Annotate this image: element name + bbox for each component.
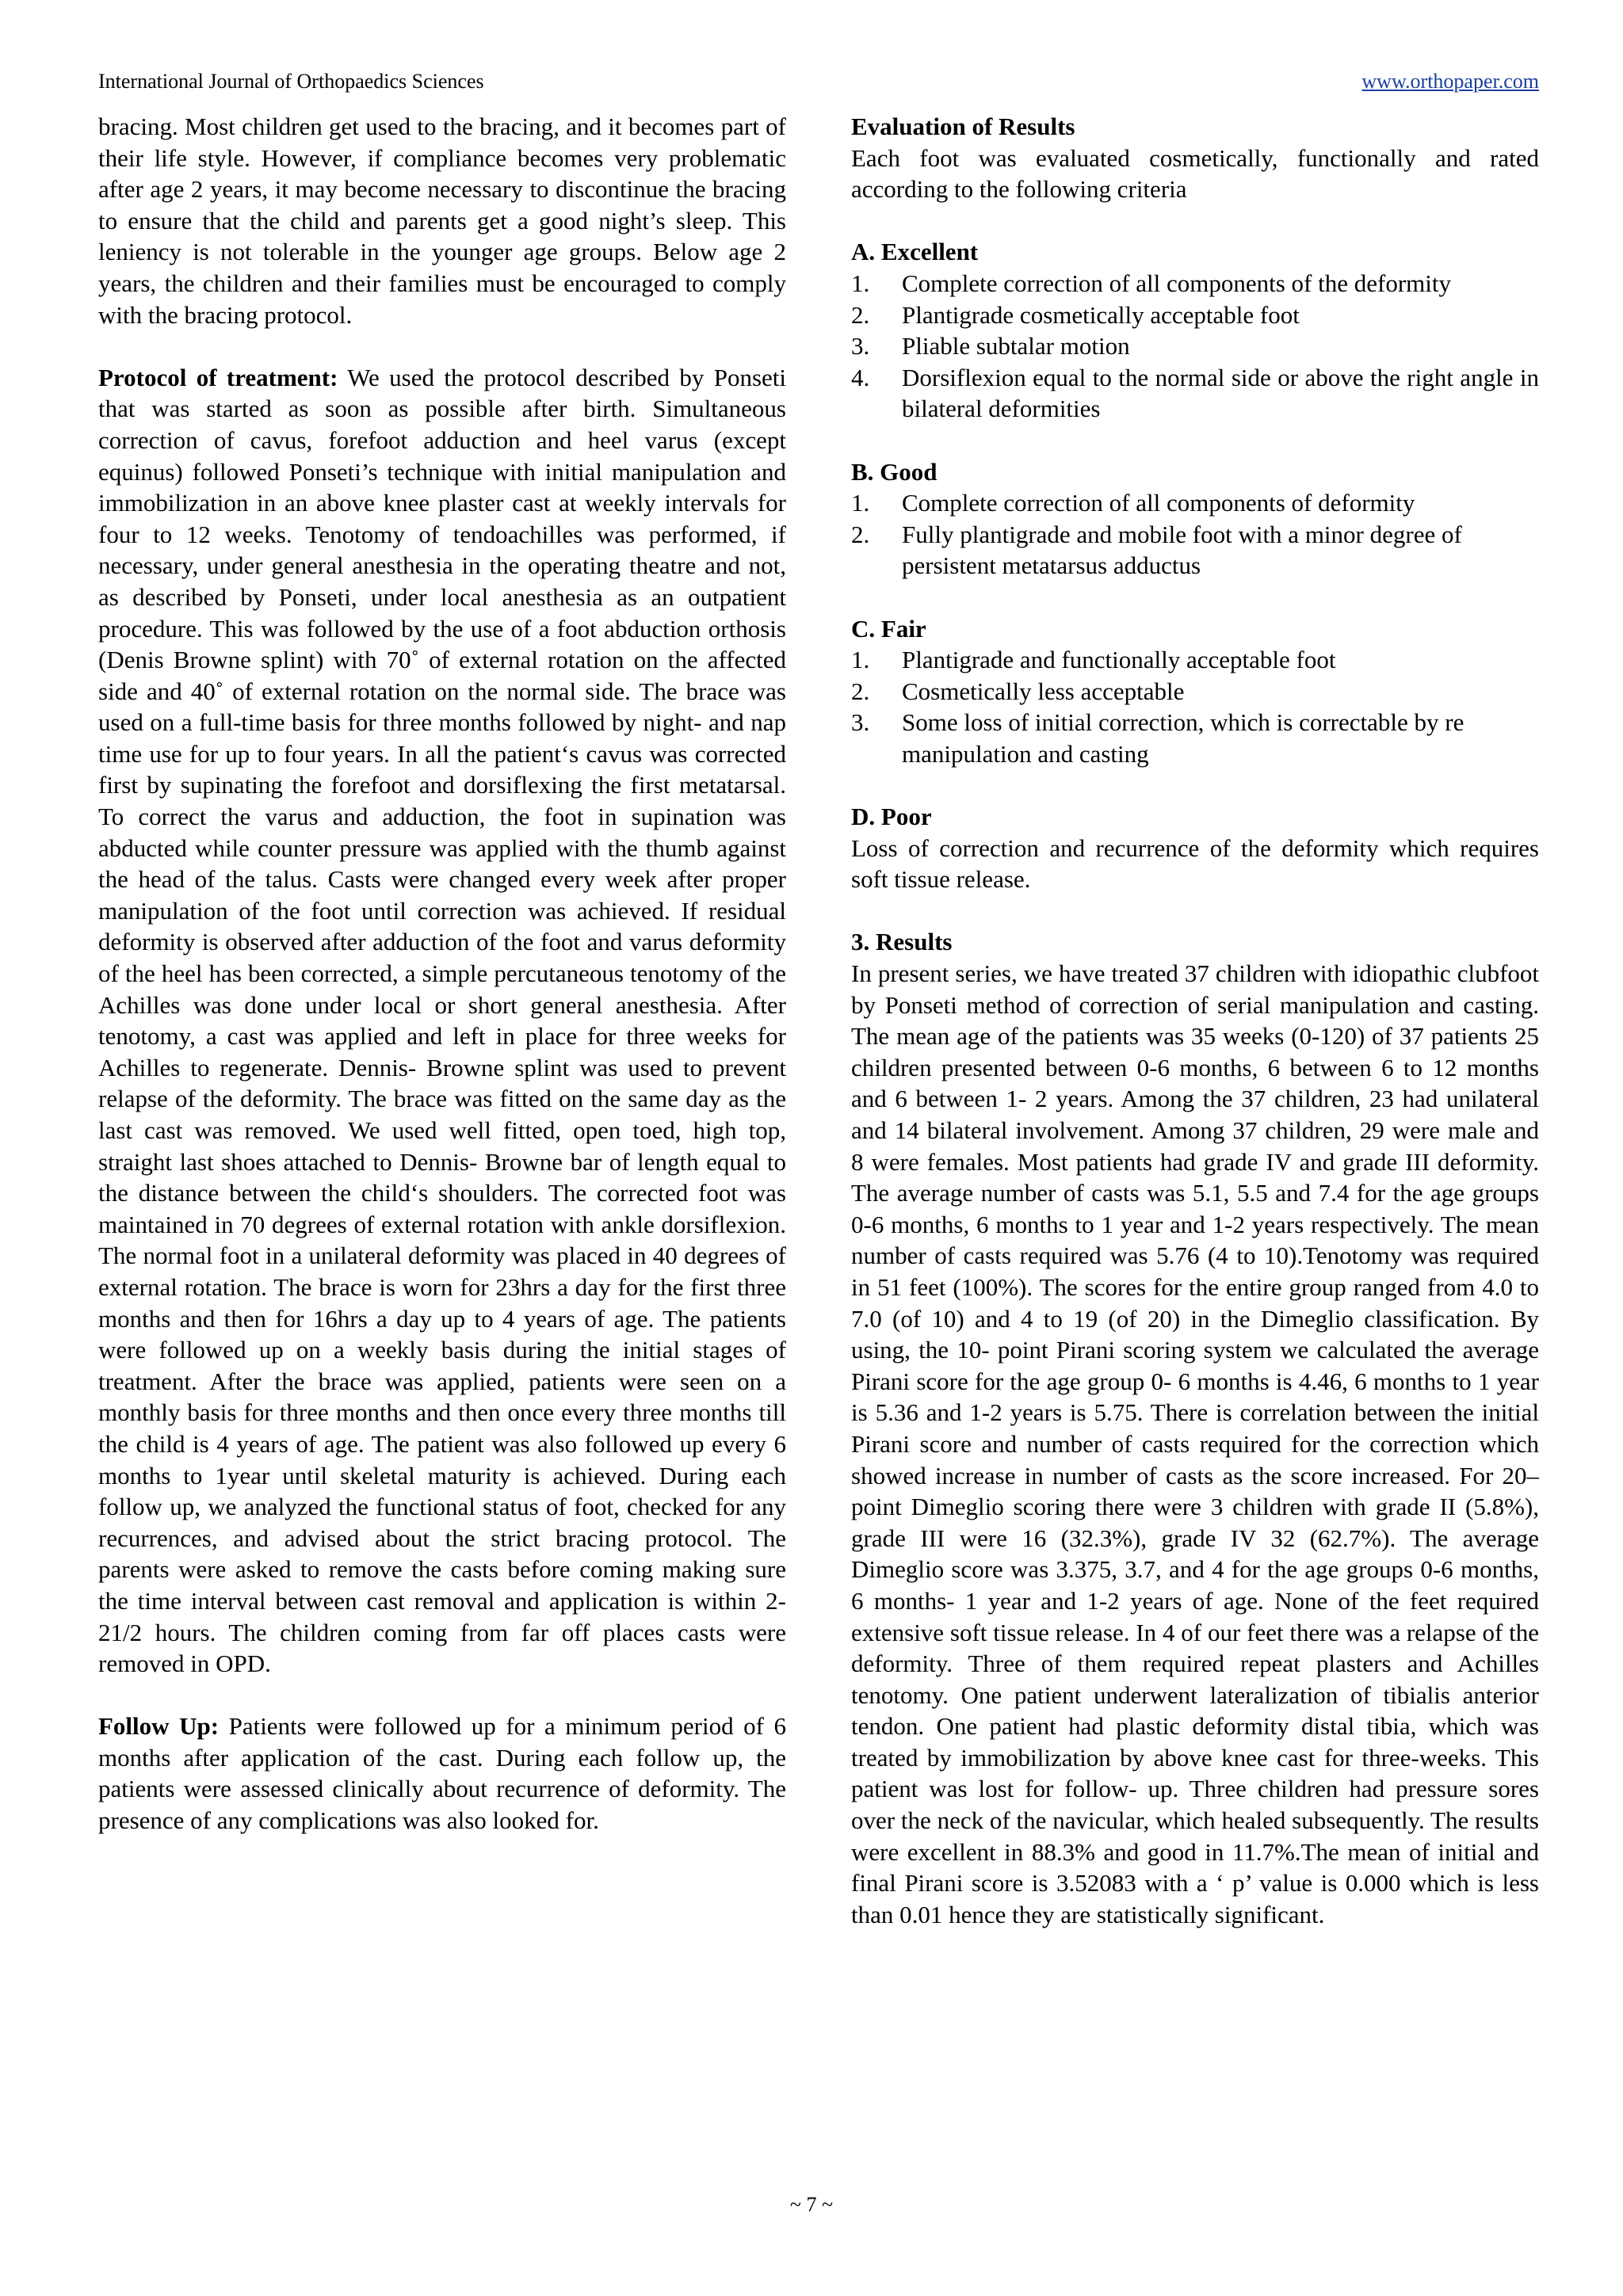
followup-paragraph	[98, 1711, 786, 1836]
criteria-item: 2. Plantigrade cosmetically acceptable foot	[851, 300, 1300, 329]
journal-website-link[interactable]: www.orthopaper.com	[1361, 70, 1539, 93]
page-number: ~ 7 ~	[789, 2193, 834, 2216]
criteria-item: 2. Cosmetically less acceptable	[851, 677, 1185, 705]
protocol-paragraph	[98, 362, 786, 1680]
grade-excellent-title: A. Excellent	[851, 238, 979, 266]
excellent-criteria-list	[851, 268, 1539, 425]
criteria-item: 2. Fully plantigrade and mobile foot with a minor degree of persistent metatarsus adductus	[851, 520, 1462, 580]
results-text: In present series, we have treated 37 children with idiopathic clubfoot by Ponseti method of correction of serial manipulation and casting. The mean age of the patients was 35 weeks (0-120) of 37 patients 25 children presented between 0-6 months, 6 between 6 to 12 months and 6 between 1- 2 years. Among the 37 children, 23 had unilateral and 14 bilateral involvement. Among 37 children, 29 were male and 8 were females. Most patients had grade IV and grade III deformity. The average number of casts was 5.1, 5.5 and 7.4 for the age groups 0-6 months, 6 months to 1 year and 1-2 years respectively. The mean number of casts required was 5.76 (4 to 10).Tenotomy was required in 51 feet (100%). The scores for the entire group ranged from 4.0 to 7.0 (of 10) and 4 to 19 (of 20) in the Dimeglio classification. By using, the 10- point Pirani scoring system we calculated the average Pirani score for the age group 0- 6 months is 4.46, 6 months to 1 year is 5.36 and 1-2 years is 5.75. There is correlation between the initial Pirani score and number of casts required for the correction which showed increase in number of casts as the score increased. For 20–point Dimeglio scoring there were 3 children with grade II (5.8%), grade III were 16 (32.3%), grade IV 32 (62.7%). The average Dimeglio score was 3.375, 3.7, and 4 for the age groups 0-6 months, 6 months- 1 year and 1-2 years of age. None of the feet required extensive soft tissue release. In 4 of our feet there was a relapse of the deformity. Three of them required repeat plasters and Achilles tenotomy. One patient underwent lateralization of tibialis anterior tendon. One patient had plastic deformity distal tibia, which was treated by immobilization by above knee cast for three-weeks. This patient was lost for follow- up. Three children had pressure sores over the neck of the navicular, which healed subsequently. The results were excellent in 88.3% and good in 11.7%.The mean of initial and final Pirani score is 3.52083 with a ‘ p’ value is 0.000 which is less than 0.01 hence they are statistically significant.	[851, 959, 1539, 1928]
followup-heading: Follow Up:	[98, 1712, 220, 1741]
criteria-item: 1. Plantigrade and functionally acceptable foot	[851, 646, 1336, 674]
grade-fair-title: C. Fair	[851, 614, 926, 643]
criteria-item: 1. Complete correction of all components of the deformity	[851, 269, 1451, 297]
criteria-item: 3. Some loss of initial correction, which is correctable by re manipulation and casting	[851, 708, 1465, 768]
results-heading: 3. Results	[851, 928, 953, 956]
good-criteria-list	[851, 487, 1539, 582]
journal-name: International Journal of Orthopaedics Sciences	[98, 70, 484, 93]
protocol-heading: Protocol of treatment:	[98, 363, 338, 391]
running-header	[98, 68, 1539, 95]
criteria-item: 1. Complete correction of all components of deformity	[851, 489, 1415, 517]
evaluation-heading: Evaluation of Results	[851, 113, 1075, 140]
grade-poor-title: D. Poor	[851, 803, 932, 831]
followup-text: Patients were followed up for a minimum period of 6 months after application of the cast. During each follow up, the patients were assessed clinically about recurrence of deformity. The presence of any complications was also looked for.	[98, 1712, 787, 1835]
fair-criteria-list	[851, 644, 1539, 769]
criteria-item: 3. Pliable subtalar motion	[851, 332, 1130, 360]
left-column	[98, 111, 786, 1836]
bracing-paragraph: bracing. Most children get used to the bracing, and it becomes part of their life style. However, if compliance becomes very problematic after age 2 years, it may become necessary to discontinue the bracing to ensure that the child and parents get a good night’s sleep. This leniency is not tolerable in the younger age groups. Below age 2 years, the children and their families must be encouraged to comply with the bracing protocol.	[98, 113, 786, 329]
protocol-text: We used the protocol described by Ponseti that was started as soon as possible after birth. Simultaneous correction of cavus, forefoot adduction and heel varus (except equinus) followed Ponseti’s technique with initial manipulation and immobilization in an above knee plaster cast at weekly intervals for four to 12 weeks. Tenotomy of tendoachilles was performed, if necessary, under general anesthesia in the operating theatre and not, as described by Ponseti, under local anesthesia as an outpatient procedure. This was followed by the use of a foot abduction orthosis (Denis Browne splint) with 70˚ of external rotation on the affected side and 40˚ of external rotation on the normal side. The brace was used on a full-time basis for three months followed by night- and nap time use for up to four years. In all the patient‘s cavus was corrected first by supinating the forefoot and dorsiflexing the first metatarsal. To correct the varus and adduction, the foot in supination was abducted while counter pressure was applied with the thumb against the head of the talus. Casts were changed every week after proper manipulation of the foot until correction was achieved. If residual deformity is observed after adduction of the foot and varus deformity of the heel has been corrected, a simple percutaneous tenotomy of the Achilles was done under local or short general anesthesia. After tenotomy, a cast was applied and left in place for three weeks for Achilles to regenerate. Dennis- Browne splint was used to prevent relapse of the deformity. The brace was fitted on the same day as the last cast was removed. We used well fitted, open toed, high top, straight last shoes attached to Dennis- Browne bar of length equal to the distance between the child‘s shoulders. The corrected foot was maintained in 70 degrees of external rotation with ankle dorsiflexion. The normal foot in a unilateral deformity was placed in 40 degrees of external rotation. The brace is worn for 23hrs a day for the first three months and then for 16hrs a day up to 4 years of age. The patients were followed up on a weekly basis during the initial stages of treatment. After the brace was applied, patients were seen on a monthly basis for three months and then once every three months till the child is 4 years of age. The patient was also followed up every 6 months to 1year until skeletal maturity is achieved. During each follow up, we analyzed the functional status of foot, checked for any recurrences, and advised about the strict bracing protocol. The parents were asked to remove the casts before coming making sure the time interval between cast removal and application is within 2-21/2 hours. The children coming from far off places casts were removed in OPD.	[98, 363, 787, 1678]
right-column	[851, 111, 1539, 1930]
grade-good-title: B. Good	[851, 457, 938, 486]
evaluation-text: Each foot was evaluated cosmetically, functionally and rated according to the following criteria	[851, 143, 1539, 204]
poor-text: Loss of correction and recurrence of the deformity which requires soft tissue release.	[851, 833, 1539, 894]
criteria-item: 4. Dorsiflexion equal to the normal side or above the right angle in bilateral deformities	[851, 363, 1539, 423]
